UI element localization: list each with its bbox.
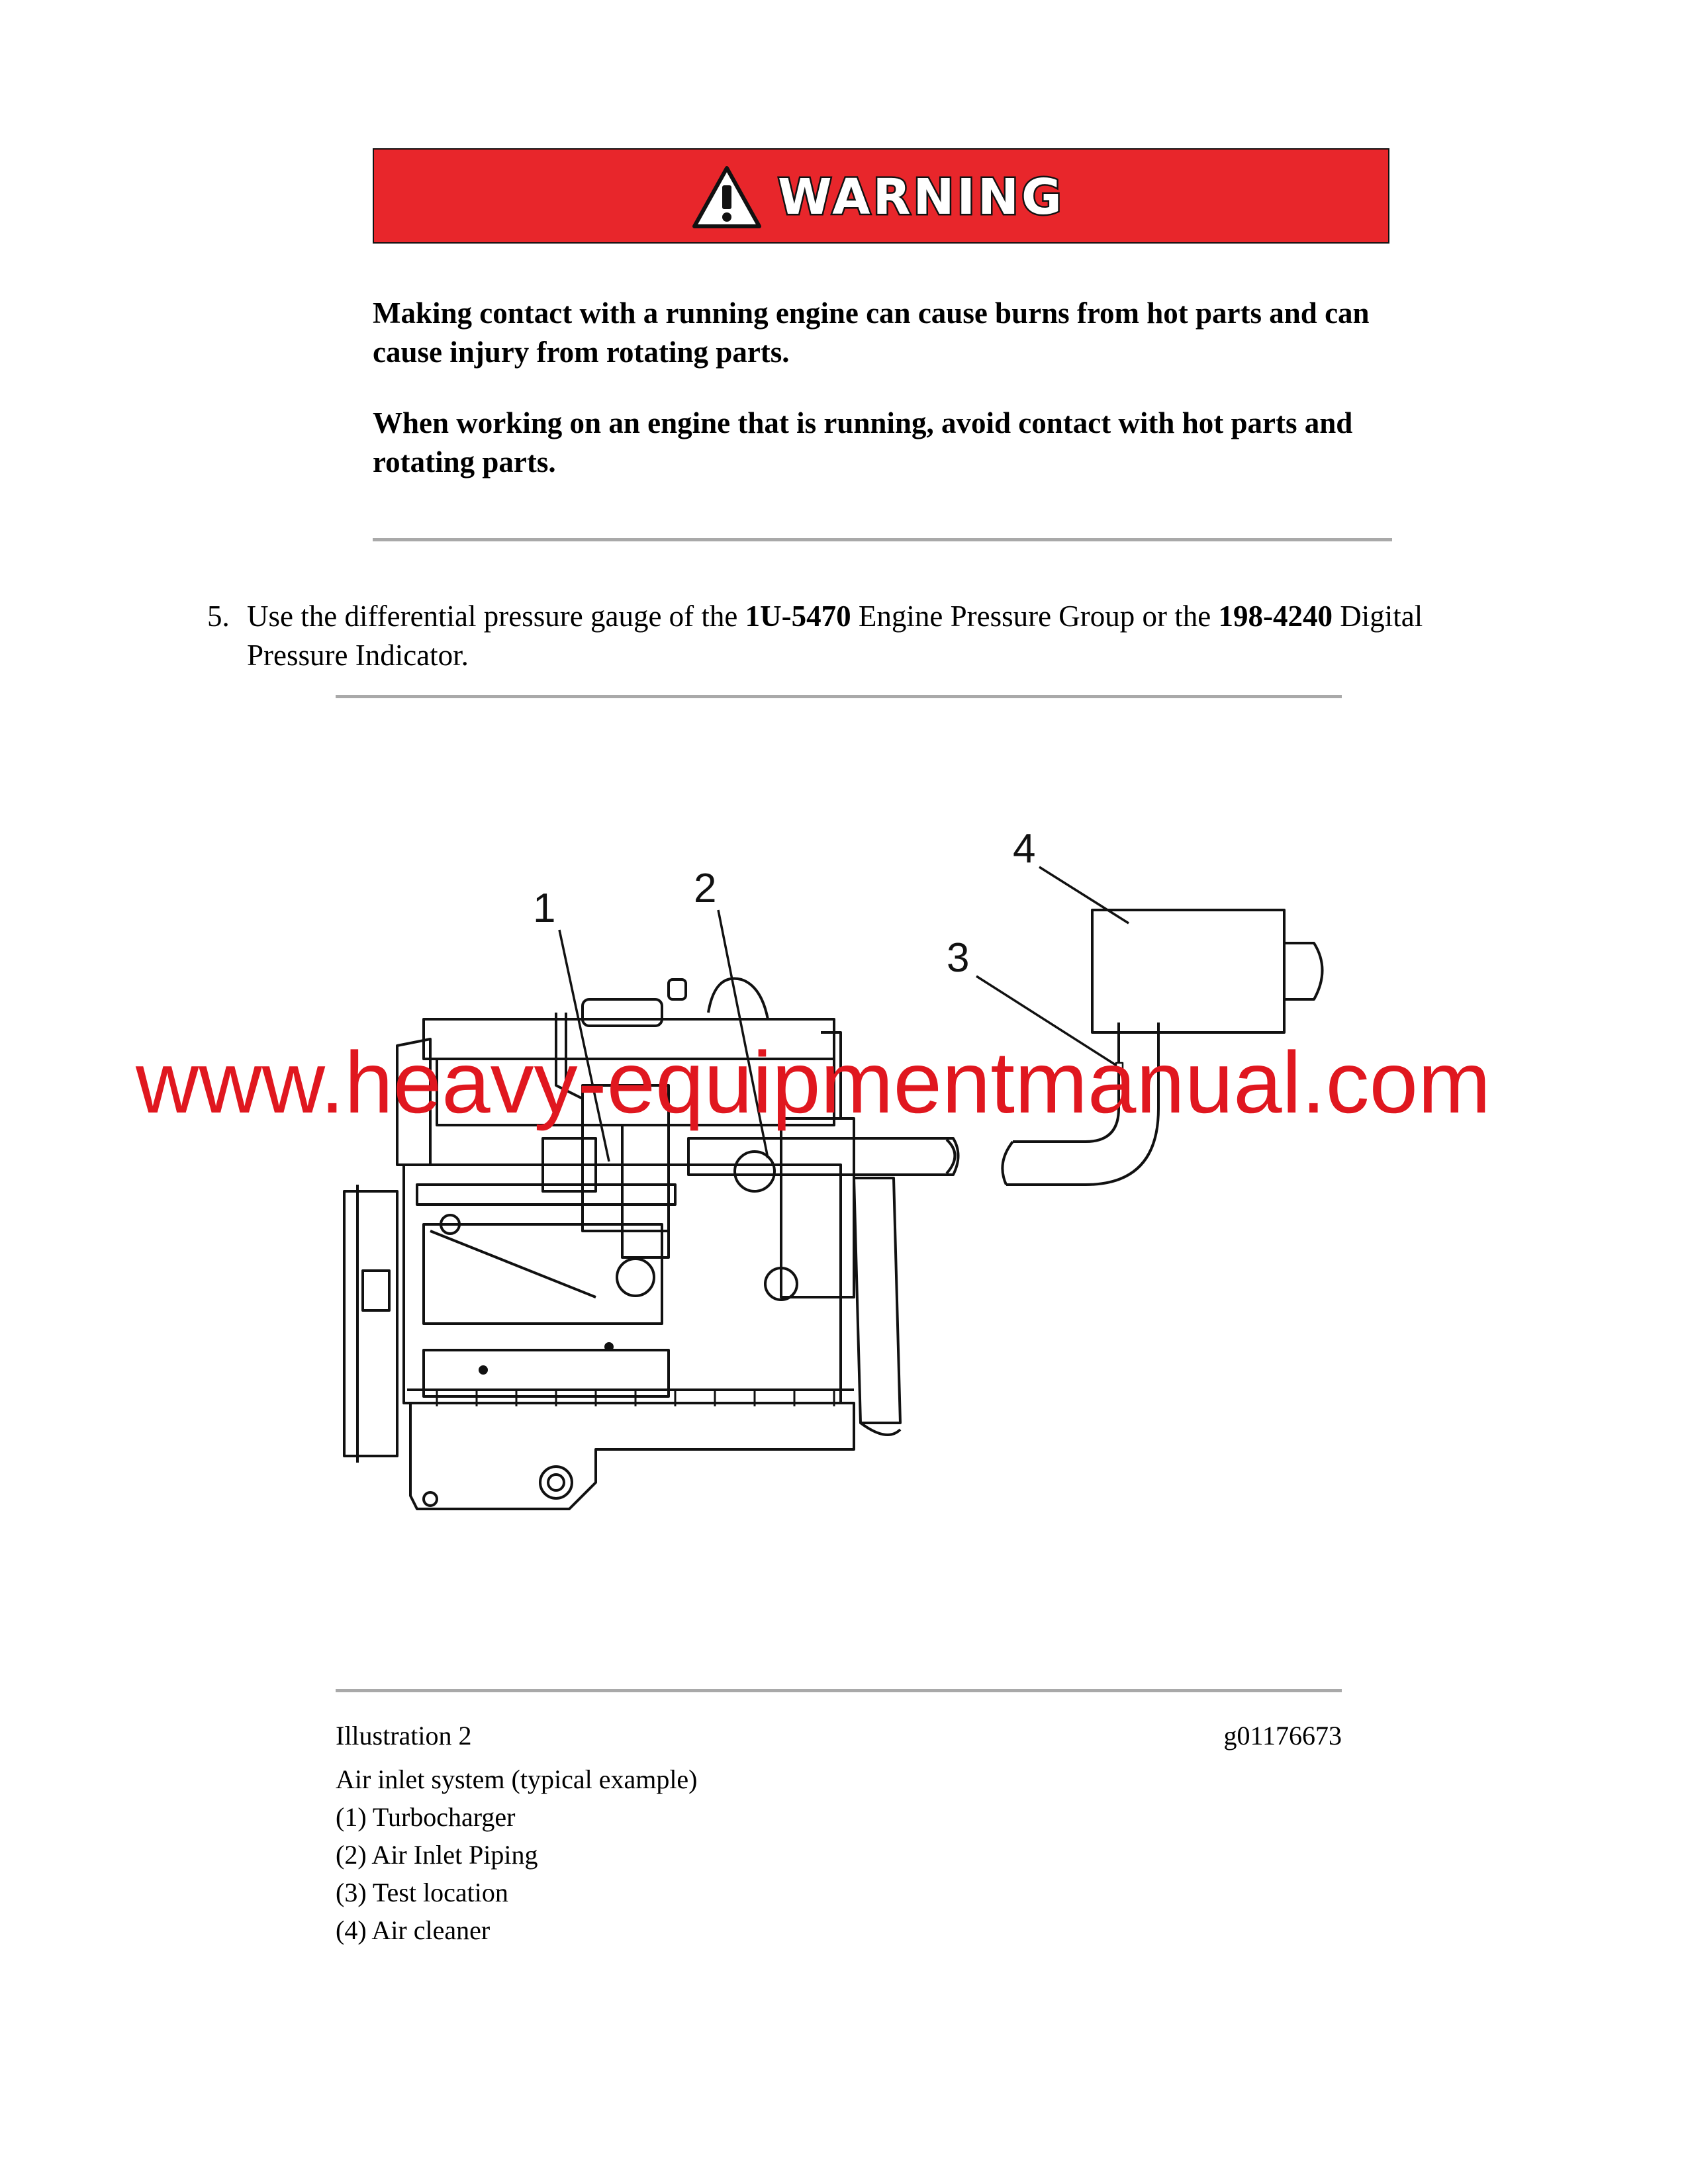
divider bbox=[336, 1689, 1342, 1692]
warning-text-2: When working on an engine that is running, avoid contact with hot parts and rotating parts. bbox=[373, 406, 1353, 478]
warning-label: WARNING bbox=[778, 169, 1064, 226]
callout-1: 1 bbox=[533, 886, 556, 931]
warning-banner bbox=[373, 148, 1389, 244]
divider bbox=[373, 538, 1392, 541]
warning-text-1: Making contact with a running engine can cause burns from hot parts and can cause injury from rotating parts. bbox=[373, 296, 1370, 369]
part-number: 1U-5470 bbox=[745, 600, 851, 633]
graphic-id: g01176673 bbox=[1223, 1721, 1342, 1751]
part-number: 198-4240 bbox=[1218, 600, 1333, 633]
step-text: Use the differential pressure gauge of the 1U-5470 Engine Pressure Group or the 198-4240 Digital Pressure Indicator. bbox=[247, 600, 1423, 672]
step-number: 5. bbox=[207, 600, 230, 633]
callout-3: 3 bbox=[947, 935, 970, 981]
callout-legend bbox=[336, 1798, 538, 1949]
illustration-title: Air inlet system (typical example) bbox=[336, 1764, 698, 1794]
callout-4: 4 bbox=[1013, 826, 1036, 872]
watermark-url: www.heavy-equipmentmanual.com bbox=[136, 1034, 1491, 1131]
illustration-label: Illustration 2 bbox=[336, 1721, 472, 1751]
legend-item: (1) Turbocharger bbox=[336, 1802, 516, 1832]
divider bbox=[336, 695, 1342, 698]
legend-item: (4) Air cleaner bbox=[336, 1915, 491, 1945]
legend-item: (2) Air Inlet Piping bbox=[336, 1840, 538, 1870]
air-inlet-system-illustration bbox=[318, 814, 1364, 1555]
callout-2: 2 bbox=[694, 866, 717, 911]
legend-item: (3) Test location bbox=[336, 1878, 508, 1907]
warning-triangle-icon bbox=[692, 165, 762, 229]
